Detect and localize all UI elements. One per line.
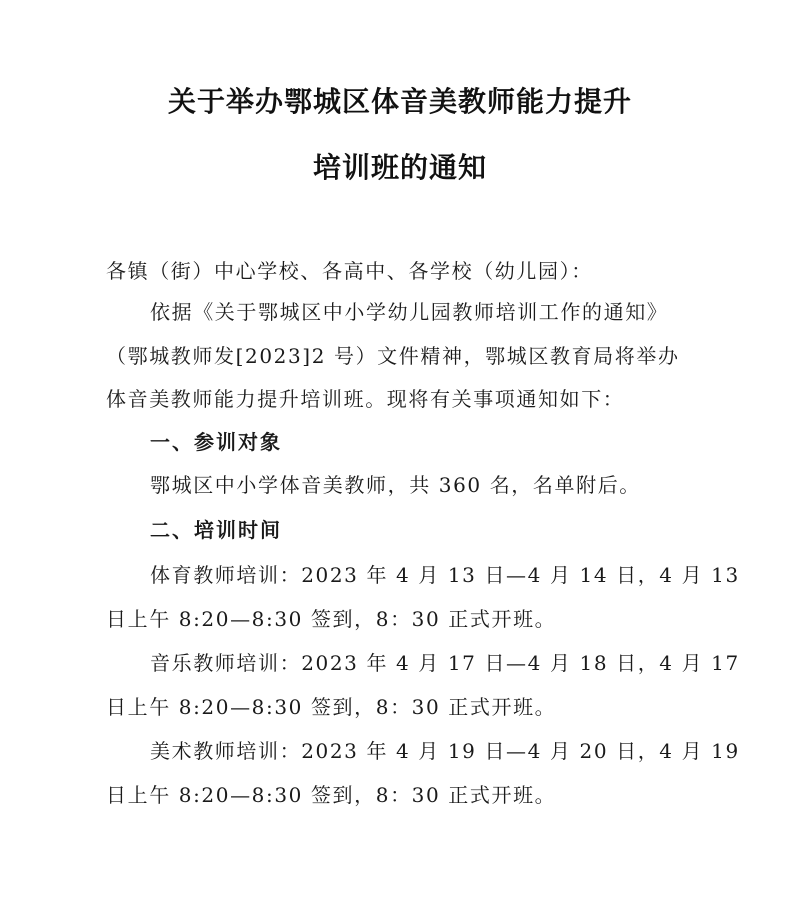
document-title-line-2: 培训班的通知: [312, 151, 487, 184]
pe-training-line-1: 体育教师培训：2023 年 4 月 13 日—4 月 14 日，4 月 13: [150, 563, 740, 587]
salutation: 各镇（街）中心学校、各高中、各学校（幼儿园）：: [106, 259, 593, 283]
intro-paragraph-line-1: 依据《关于鄂城区中小学幼儿园教师培训工作的通知》: [150, 300, 669, 324]
music-training-line-2: 日上午 8:20—8:30 签到，8：30 正式开班。: [106, 695, 557, 719]
art-training-line-1: 美术教师培训：2023 年 4 月 19 日—4 月 20 日，4 月 19: [150, 739, 740, 763]
participants-text: 鄂城区中小学体音美教师，共 360 名，名单附后。: [150, 473, 641, 497]
section-heading-participants: 一、参训对象: [150, 430, 282, 454]
document-title-line-1: 关于举办鄂城区体音美教师能力提升: [167, 85, 632, 118]
music-training-line-1: 音乐教师培训：2023 年 4 月 17 日—4 月 18 日，4 月 17: [150, 651, 740, 675]
section-heading-schedule: 二、培训时间: [150, 518, 282, 542]
art-training-line-2: 日上午 8:20—8:30 签到，8：30 正式开班。: [106, 783, 557, 807]
pe-training-line-2: 日上午 8:20—8:30 签到，8：30 正式开班。: [106, 607, 557, 631]
intro-paragraph-line-2: （鄂城教师发[2023]2 号）文件精神，鄂城区教育局将举办: [106, 344, 680, 368]
intro-paragraph-line-3: 体音美教师能力提升培训班。现将有关事项通知如下：: [106, 387, 625, 411]
